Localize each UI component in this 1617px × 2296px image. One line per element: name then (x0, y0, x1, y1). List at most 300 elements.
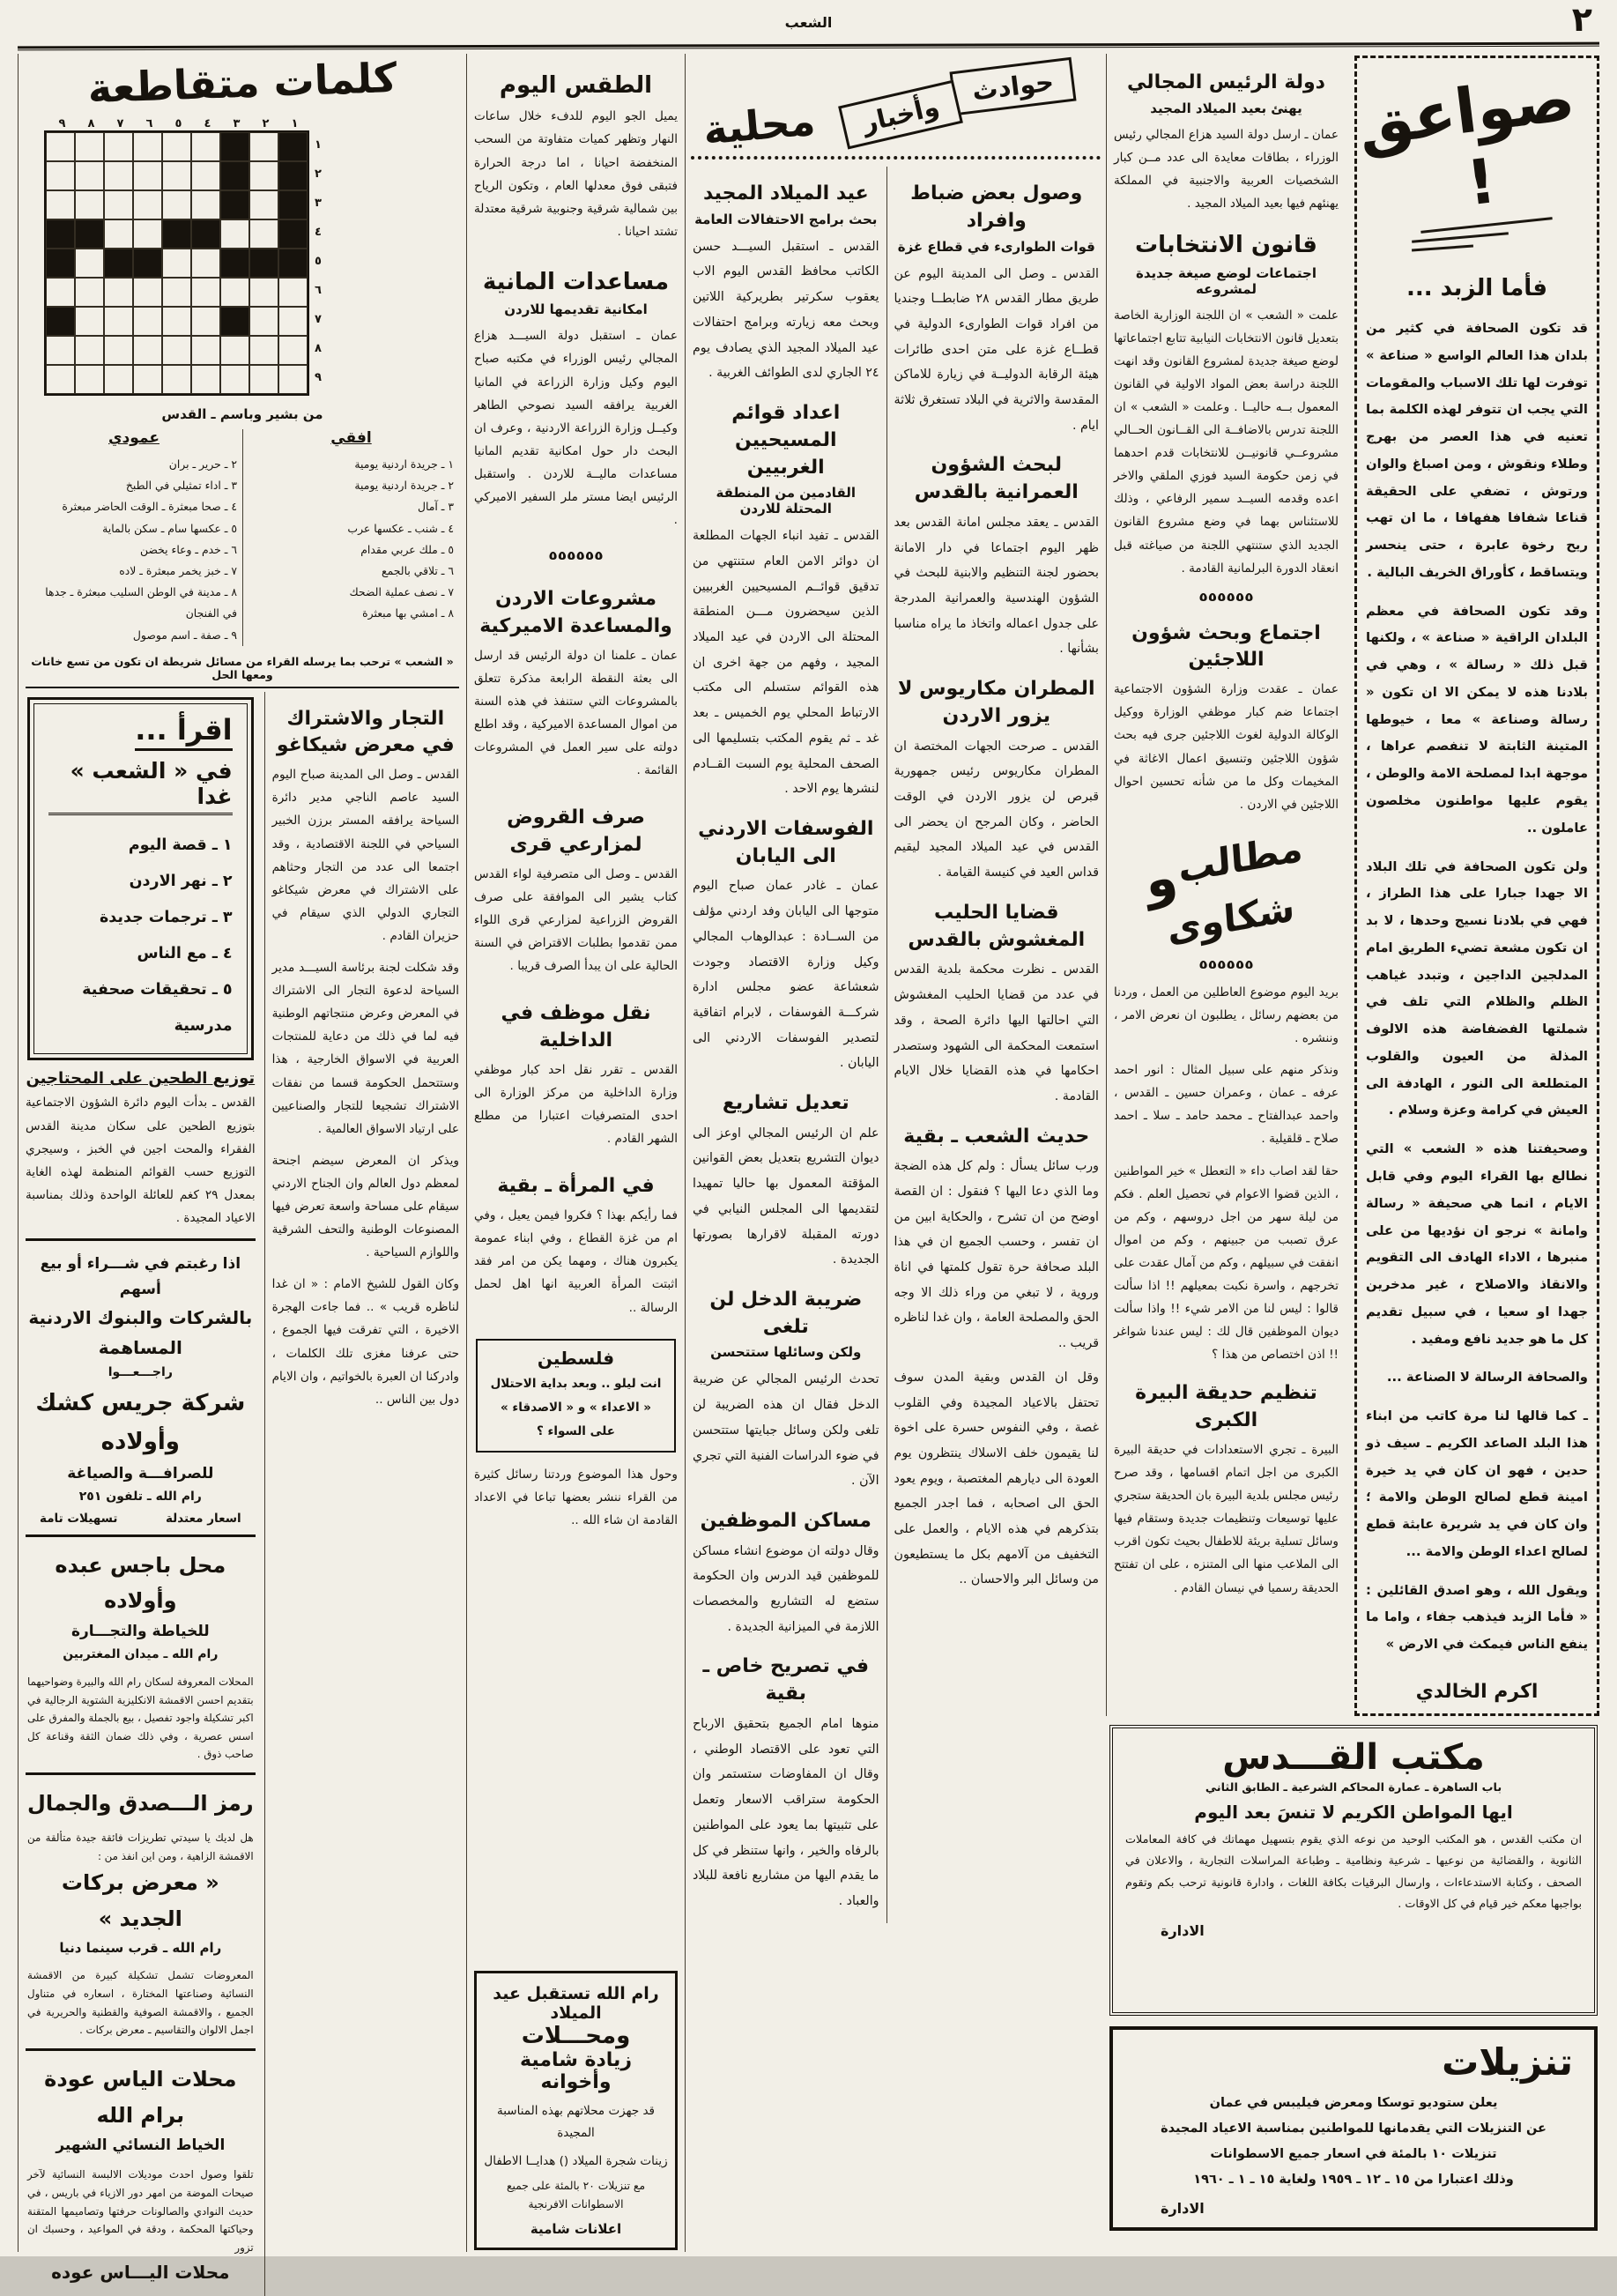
crossword-cell (191, 190, 220, 219)
matalib-calligraphy (1107, 819, 1346, 960)
ad-body: تلقوا وصول احدث موديلات الالبسة النسائية لآخر صيحات الموضة من امهر دور الازياء في باريس ، في حديث النوادي والصالونات حرفتها وتصاميمها المتقنة وحياكتها المحكمة ، ودقة في المواعيد ، وحسبك ان تزور (27, 2168, 254, 2254)
crossword-row-number: ٨ (315, 342, 322, 355)
ad-body: هل لديك يا سيدتي تطريزات فائقة جيدة متألقة من الاقمشة الزاهية ، ومن اين انفذ من : (27, 1831, 254, 1862)
clue-item: ٣ ـ اداء تمثيلي في الطبخ (125, 479, 237, 493)
article-headline: قانون الانتخابات (1135, 232, 1317, 259)
crossword-cell (133, 190, 162, 219)
ribbon-word-akhbar: وأخبار (838, 80, 963, 150)
article-body: القدس ـ وصل الى متصرفية لواء القدس كتاب يشير الى الموافقة على صرف القروض الزراعية لمزارعي قرى اللواء ممن تقدموا بطلبات الاقتراض في السنة الحالية على ان يبدأ الصرف قريبا . (474, 866, 678, 974)
article-headline: في تصريح خاص ـ بقية (702, 1655, 870, 1705)
crossword-cell (249, 365, 278, 394)
crossword-cell (46, 249, 75, 278)
crossword-cell (133, 219, 162, 249)
tanzilat-ad (1109, 2026, 1598, 2231)
sawaiq-paragraph: ـ كما قالها لنا مرة كاتب من ابناء هذا البلد الصاعد الكريم ـ سيف ذو حدين ، فهو ان كان في يد خيرة امينة قطع لصالح الوطن والامة ؛ وان كان في يد شريرة عابثة قطع لصالح اعداء الوطن والامة ... (1366, 1408, 1588, 1559)
ramallah-ad-line: ومحـــلات (521, 2023, 631, 2050)
paper-name: الشعب (784, 14, 833, 31)
crossword-cell (46, 161, 75, 190)
crossword-cell (220, 278, 249, 307)
crossword-cell (191, 278, 220, 307)
crossword-cell (220, 336, 249, 365)
crossword-clues (26, 429, 459, 646)
clue-item: ٦ ـ تلاقي بالجمع (382, 563, 454, 577)
sawaiq-signature: اكرم الخالدي (1415, 1680, 1539, 1703)
stroke-line (1412, 245, 1473, 252)
article-subhead: ولكن وسائلها ستتحسن (710, 1344, 862, 1361)
crossword-cell (46, 365, 75, 394)
crossword-column-number: ٩ (58, 117, 66, 130)
article-headline: وصول بعض ضباط وافراد (910, 182, 1083, 232)
local-news-region (685, 54, 1106, 2252)
quds-office-title: مكتب القـــدس (1222, 1736, 1485, 1778)
crossword-cell (46, 190, 75, 219)
article-body: عمان ـ عقدت وزارة الشؤون الاجتماعية اجتماعا ضم كبار موظفي الوزارة ووكيل الوكالة الدولية لغوث اللاجئين جرى فيه بحث شؤون اللاجئين وتنسيق اعمال الاغاثة في المخيمات وكل ما من شأنه تحسين احوال اللاجئين في الاردن . (1114, 682, 1339, 812)
ad-location: رام الله ـ قرب سينما دنيا (59, 1939, 222, 1956)
crossword-column-number: ٨ (87, 117, 95, 130)
crossword-across (242, 429, 459, 646)
crossword-note: « الشعب » ترحب بما يرسله القراء من مسائل شريطة ان تكون من تسع خانات ومعها الحل (31, 654, 454, 681)
ad-line: بالشركات والبنوك الاردنية المساهمة (28, 1306, 253, 1358)
article-pm-greetings (1114, 70, 1339, 215)
crossword-cell (104, 365, 133, 394)
sawaiq-paragraphs (1366, 316, 1588, 1670)
crossword-cell (249, 278, 278, 307)
sawaiq-paragraph: ويقول الله ، وهو اصدق القائلين : « فأما الزبد فيذهب جفاء ، واما ما ينفع الناس فيمكث في الارض » (1366, 1582, 1588, 1653)
crossword-side-numbers (309, 130, 327, 396)
crossword-cell (46, 278, 75, 307)
clue-item: ٢ ـ حرير ـ بران (168, 457, 237, 471)
quds-office-ad (1109, 1725, 1598, 2016)
down-title: عمودي (108, 429, 159, 447)
article-headline: مساكن الموظفين (700, 1509, 872, 1532)
crossword-cell (278, 365, 308, 394)
article-body: تحدث الرئيس المجالي عن ضريبة الدخل فقال ان هذه الضريبة لن تلغى ولكن وسائل جبايتها ستتحسن في ضوء الدراسات الفنية التي تجري الآن . (693, 1372, 879, 1489)
crossword-byline: من بشير وباسم ـ القدس (161, 406, 323, 422)
crossword-cell (133, 132, 162, 161)
article-headline: دولة الرئيس المجالي (1127, 71, 1325, 93)
article-body: القدس ـ صرحت الجهات المختصة ان المطران مكاريوس رئيس جمهورية قبرص لن يزور الاردن في الوقت الحاضر ، وكان المرجح ان يحضر الى القدس في عيد الميلاد المجيد ليقيم قداس العيد في كنيسة القيامة . (894, 739, 1099, 881)
clue-item: ٤ ـ شنب ـ عكسها عرب (347, 521, 454, 535)
crossword-column-number: ٧ (116, 117, 124, 130)
iqra-item: ٤ ـ مع الناس (137, 945, 233, 963)
ad-body: المعروضات تشمل تشكيلة كبيرة من الاقمشة النسائية وصناعتها المختارة ، اسعاره في متناول الجميع ، والاقمشة الصوفية والقطنية والحريرية في اجمل الالوان والتقاسيم ـ معرض بركات . (27, 1969, 254, 2037)
crossword-cell (104, 219, 133, 249)
article-body: فما رأيكم بهذا ؟ فكروا فيمن يعيل ، وفي ام من غزة القطاع ، وفي ابناء عمومة يكبرون هناك ، ومهما يكن من امر فقد اثبتت المرأة العربية انها اهل لحمل الرسالة .. (474, 1208, 678, 1315)
crossword-cell (75, 132, 104, 161)
crossword-cell (249, 336, 278, 365)
ad-footer-pair (27, 1508, 254, 1526)
stroke-line (1420, 217, 1552, 234)
clue-item: ٧ ـ نصف عملية الضحك (349, 585, 454, 599)
ramallah-ad-line: رام الله تستقبل عيد الميلاد (493, 1984, 659, 2024)
chicago-paragraphs (272, 763, 459, 1411)
local-news-ribbon (691, 56, 1101, 160)
iqra-subtitle: في « الشعب » غدا (48, 758, 233, 815)
ad-line: اذا رغبتم في شـــراء أو بيع أسهم (40, 1255, 241, 1298)
article-subhead: امكانية تقديمها للاردن (504, 301, 648, 318)
crossword-cell (249, 190, 278, 219)
article-legislation-amendment (693, 1090, 879, 1273)
crossword-cell (220, 132, 249, 161)
crossword-cell (191, 132, 220, 161)
article-farm-loans (474, 791, 678, 986)
crossword-cell (249, 161, 278, 190)
ad-company-name: محلات الياس عودة برام الله (44, 2066, 237, 2128)
crossword-cell (191, 219, 220, 249)
article-weather (474, 56, 678, 252)
article-body: القدس ـ نظرت محكمة بلدية القدس في عدد من قضايا الحليب المغشوش التي احالتها اليها دائرة الصحة ، وقد استمعت المحكمة الى الشهود وستصدر احكامها في هذه القضايا خلال الايام القادمة . (894, 962, 1099, 1103)
iqra-item: ٥ ـ تحقيقات صحفية مدرسية (82, 981, 233, 1036)
article-headline: التجار والاشتراك في معرض شيكاغو (276, 707, 455, 757)
column-local-1 (886, 167, 1106, 1923)
ad-body: المحلات المعروفة لسكان رام الله والبيرة وضواحيهما بتقديم احسن الاقمشة الانكليزية الشتوية الرجالية في اكبر تشكيلة واجود تفصيل ، بيع بالجملة والمفرق على اسس عصرية ، وفي ذلك ضمان الثقة وقناعة كل صاحب ذوق . (27, 1675, 254, 1761)
crossword-cell (220, 365, 249, 394)
quds-office-greeting: ايها المواطن الكريم لا تنسَ بعد اليوم (1194, 1801, 1513, 1823)
clue-item: ٨ ـ مدينة في الوطن السليب مبعثرة ـ جدها في الفنجان (45, 585, 237, 620)
article-headline: تنظيم حديقة البيرة الكبرى (1135, 1382, 1317, 1432)
crossword-cell (104, 336, 133, 365)
tanzilat-line: تنزيلات ١٠ بالمئة في اسعار جميع الاسطوانات (1210, 2146, 1497, 2161)
article-body: وكان القول للشيخ الامام : « ان غدا لناظره قريب » .. فما جاءت الهجرة الاخيرة ، التي تفرقت فيها الجموع ، حتى عرفنا مغزى تلك الكلمات ، وادركنا ان العبرة بالخواتيم ، وان الايام دول بين الناس .. (271, 1277, 459, 1407)
page-columns (0, 48, 1617, 2283)
ramallah-ad-body: زينات شجرة الميلاد () هدايــا الاطفال (484, 2153, 668, 2168)
crossword-cell (278, 278, 308, 307)
article-phosphate-japan (693, 816, 879, 1076)
crossword-cell (191, 307, 220, 336)
stroke-line (1412, 232, 1509, 243)
crossword-cell (162, 161, 191, 190)
tanzilat-line: وذلك اعتبارا من ١٥ ـ ١٢ ـ ١٩٥٩ ولغاية ١٥ ـ ١ ـ ١٩٦٠ (1193, 2172, 1514, 2187)
sawaiq-paragraph: قد تكون الصحافة في كثير من بلدان هذا العالم الواسع « صناعة » توفرت لها تلك الاسباب والمقومات التي يجب ان تتوفر لهذه الكلمة بما تعنيه في هذا العصر من بهرج وطلاء ونقوش ، ومن اصباغ والوان ورتوش ، تضفي على الحقيقة قناعا شفافا هفهافا ، ما ان تهب ريح رخوة عابرة ، حتى ينحسر ويتساقط ، كأوراق الخريف البالية . (1366, 321, 1588, 580)
letter-paragraph: حقا لقد اصاب داء « التعطل » خير المواطنين ، الذين قضوا الاعوام في تحصيل العلم . فكم من ليلة سهر من اجل دروسهم ، وكم من عرق تصبب من جبينهم ، وكم من اموال انفقت في سبيلهم ، وكم من آمال عقدت على تخرجهم ، واسرة نكبت بمعيلهم !! اذا سألت قالوا : ليس لنا من الامر شيء !! واذا سألت ديوان الموظفين قال لك : ليس عندنا شواغر !! اذن اختصاص من هذا ؟ (1114, 1163, 1339, 1363)
crossword-cell (75, 249, 104, 278)
clue-item: ٥ ـ ملك عربي مقدام (360, 542, 454, 556)
crossword-cell (133, 336, 162, 365)
ad-company-name: « معرض بركات الجديد » (61, 1870, 219, 1931)
article-body: القدس ـ يعقد مجلس امانة القدس بعد ظهر اليوم اجتماعا في دار الامانة بحضور لجنة التنظيم والابنية للبحث في الشؤون الهندسية والعمرانية المدرجة على جدول اعماله واتخاذ ما يراه مناسبا بشأنها . (894, 516, 1099, 657)
iqra-inner (33, 703, 248, 1055)
article-headline: حديث الشعب ـ بقية (903, 1125, 1090, 1148)
article-christians-lists (693, 400, 879, 802)
article-body: عمان ـ غادر عمان صباح اليوم متوجها الى اليابان وفد اردني مؤلف من الســادة : عبدالوهاب المجالي وكيل وزارة الاقتصاد وجودت شعشاعة عضو مجلس ادارة شركـــة الفوسفات ، لابرام اتفاقية لتصدير الفوسفات الاردني الى اليابان . (693, 879, 879, 1071)
article-body: ورب سائل يسأل : ولم كل هذه الضجة وما الذي دعا اليها ؟ فنقول : ان القصة اوضح من ان تشرح ، والحكاية ابين من ان تفسر ، وحسب الجميع ان في هذا البلد صحافة حرة تقول كلمتها في اناة وروية ، لا تبغي من وراء ذلك الا وجه الحق والمصلحة العامة ، وان غدا لناظره قريب .. (894, 1159, 1099, 1351)
ad-signature: محلات اليـــاس عوده (51, 2261, 230, 2283)
article-special-statement (693, 1653, 879, 1913)
article-body: القدس ـ تقرر نقل احد كبار موظفي وزارة الداخلية من مركز الوزارة الى احدى المتصرفيات اعتبارا من مطلع الشهر القادم . (474, 1063, 678, 1147)
right-region (1106, 54, 1601, 2252)
article-income-tax (693, 1287, 879, 1494)
left-strip (26, 692, 264, 2296)
crossword-cell (249, 249, 278, 278)
crossword-cell (278, 132, 308, 161)
crossword-cell (249, 132, 278, 161)
clue-item: ٦ ـ خدم ـ وعاء يخضن (139, 542, 237, 556)
crossword-cell (75, 219, 104, 249)
crossword-cell (75, 365, 104, 394)
article-headline: لبحث الشؤون العمرانية بالقدس (914, 454, 1079, 504)
crossword-row-number: ٣ (315, 197, 322, 210)
article-us-aid-projects (474, 572, 678, 791)
article-body: ويذكر ان المعرض سيضم اجنحة لمعظم دول العالم وان الجناح الاردني سيقام على مساحة واسعة تعرض فيها المصنوعات الوطنية والتحف الشرقية واللوازم السياحية . (271, 1153, 459, 1260)
weather-headline: الطقس اليوم (499, 72, 653, 99)
article-bireh-park (1114, 1380, 1339, 1599)
crossword-cell (162, 278, 191, 307)
quds-office-address: باب الساهرة ـ عمارة المحاكم الشرعية ـ الطابق الثاني (1205, 1780, 1502, 1794)
tanzilat-title: تنزيلات (1442, 2040, 1573, 2084)
crossword-cell (46, 307, 75, 336)
article-headline: تعديل تشاريع (722, 1091, 849, 1114)
clue-item: ٨ ـ امشي بها مبعثرة (362, 606, 454, 620)
article-headline: مشروعات الاردن والمساعدة الاميركية (479, 588, 672, 637)
ad-kishik (26, 1238, 256, 1534)
crossword-cell (75, 336, 104, 365)
crossword-row-number: ٢ (315, 167, 322, 181)
article-interior-transfer (474, 986, 678, 1159)
weather-body: يميل الجو اليوم للدفء خلال ساعات النهار وتظهر كميات متفاوتة من السحب المنخفضة احيانا ، اما درجة الحرارة فتبقى فوق معدلها العام ، وتكون الرياح بين شمالية شرقية وجنوبية شرقية معتدلة تشتد احيانا . (474, 109, 678, 239)
crossword-column-number: ١ (291, 117, 299, 130)
page-number: ٢ (1571, 0, 1592, 39)
right-top-row (1106, 54, 1601, 1716)
article-refugees-meeting (1114, 620, 1339, 816)
across-clues (248, 454, 454, 625)
crossword-cell (191, 336, 220, 365)
flour-headline: توزيع الطحين على المحتاجين (26, 1069, 256, 1089)
crossword-cell (162, 219, 191, 249)
sawaiq-subtitle: فأما الزبد ... (1406, 275, 1547, 301)
crossword-cell (191, 249, 220, 278)
quds-office-signature: الادارة (1161, 1922, 1205, 1940)
article-headline: الفوسفات الاردني الى اليابان (698, 817, 874, 867)
clue-item: ٣ ـ آمال (417, 500, 454, 514)
ramallah-christmas-ad (474, 1971, 678, 2250)
article-urban-affairs (894, 452, 1099, 662)
crossword-cell (75, 278, 104, 307)
crossword-cell (278, 190, 308, 219)
crossword-cell (75, 161, 104, 190)
clue-item: ٢ ـ جريدة اردنية يومية (354, 479, 454, 493)
crossword-cell (278, 161, 308, 190)
ornament-separator: ٥٥٥٥٥٥ (1198, 957, 1254, 972)
clue-item: ٥ ـ عكسها سام ـ سكن بالماية (102, 521, 237, 535)
crossword-down (26, 429, 242, 646)
letter-paragraph: بريد اليوم موضوع العاطلين من العمل ، وردنا من بعضهم رسائل ، يطلبون ان نعرض الامر ، وننشره . (1114, 985, 1339, 1046)
ad-company-name: محل باجس عبده وأولاده (55, 1552, 226, 1614)
crossword-cell (104, 132, 133, 161)
down-clues (31, 454, 237, 646)
ad-line: للخياطة والتجـــارة (70, 1623, 210, 1641)
sawaiq-paragraph: وقد تكون الصحافة في معظم البلدان الراقية « صناعة » ، ولكنها قبل ذلك « رسالة » ، وهي في بلادنا هذه لا يمكن الا ان تكون « رسالة وصناعة » معا ، خيوطها المتينة الثابتة لا تنفصم عراها ، موجهة ابدا لمصلحة الامة والوطن ، يقوم عليها مواطنون مخلصون عاملون .. (1366, 603, 1588, 836)
matalib-letters (1114, 981, 1339, 1367)
column-weather-aid (466, 54, 685, 2252)
local-news-columns (686, 167, 1106, 1923)
ad-line: راجـــعـــوا (108, 1364, 173, 1379)
sawaiq-box (1354, 56, 1599, 1716)
iqra-promo-box (27, 697, 254, 1061)
sawaiq-paragraph: وصحيفتنا هذه « الشعب » التي نطالع بها القراء اليوم وفي قابل الايام ، انما هي صحيفة « رسالة وامانة » نرجو ان نؤديها من على منبرها ، الاداء الهادف الى التقويم والانقاذ والاصلاح ، غير مدخرين جهدا او سعيا ، في سبيل تقديم كل ما هو جديد نافع ومفيد . (1366, 1141, 1588, 1347)
minibox-line: على السواء ؟ (536, 1423, 616, 1438)
crossword-cell (220, 307, 249, 336)
across-title: افقي (330, 429, 372, 447)
left-lower-row (26, 687, 459, 2296)
sawaiq-underline-strokes (1366, 219, 1588, 254)
article-christmas (693, 181, 879, 386)
article-headline: اجتماع وبحث شؤون اللاجئين (1131, 621, 1321, 672)
column-extra-note: وحول هذا الموضوع وردتنا رسائل كثيرة من القراء ننشر بعضها تباعا في الاعداد القادمة ان شاء الله .. (474, 1467, 678, 1527)
ad-slogan: رمز الـــصدق والجمال (27, 1791, 254, 1817)
crossword-cell (162, 249, 191, 278)
crossword-column-number: ٣ (233, 117, 241, 130)
article-subhead: بحث برامج الاحتفالات العامة (694, 211, 878, 227)
crossword-cell (75, 307, 104, 336)
sawaiq-paragraph: ولن تكون الصحافة في تلك البلاد الا جهدا جبارا على هذا الطراز ، فهي في بلادنا نسيج وحدها ، لا بد ان تكون مشعة تضيء الطريق امام المدلجين الداجين ، وتبدد غياهب الظلم والظلام التي تلف في شملتها الفضفاضة هذه الالوف المذلة من العيون والقلوب المتطلعة الى النور ، الهادفة الى العيش في كرامة وعزة وسلام . (1366, 858, 1588, 1118)
iqra-title: اقرأ ... (135, 713, 232, 751)
ad-phone: رام الله ـ تلفون ٢٥١ (78, 1489, 202, 1504)
crossword-cell (133, 365, 162, 394)
crossword-cell (75, 190, 104, 219)
crossword-cell (133, 249, 162, 278)
article-body: وقال دولته ان موضوع انشاء مساكن للموظفين قيد الدرس وان الحكومة ستضع له التشاريع والمخصصات اللازمة في الميزانية الجديدة . (693, 1543, 879, 1634)
ribbon-word-hawadith: حوادث (949, 57, 1076, 116)
crossword-cell (162, 132, 191, 161)
sawaiq-paragraph: والصحافة الرسالة لا الصناعة ... (1386, 1370, 1588, 1386)
article-adulterated-milk (894, 900, 1099, 1110)
page-header (0, 0, 1617, 44)
crossword (44, 117, 327, 396)
article-headline: في المرأة ـ بقية (497, 1175, 655, 1198)
article-subhead: القادمين من المنطقة المحتلة للاردن (716, 485, 857, 517)
minibox-title: فلسطين (537, 1347, 615, 1369)
iqra-item: ١ ـ قصة اليوم (128, 836, 233, 854)
crossword-cell (162, 336, 191, 365)
ornament-separator: ٥٥٥٥٥٥ (548, 549, 604, 564)
ad-odeh (26, 2048, 256, 2296)
article-headline: ضريبة الدخل لن تلغى (709, 1288, 863, 1338)
article-body: القدس ـ وصل الى المدينة اليوم عن طريق مطار القدس ٢٨ ضابطــا وجنديا من افراد قوات الطوارىء الدولية في قطــاع غزة على متن احدى طائرات هيئة الرقابة الدوليــة في زيارة للاماكن المقدسة والاثرية في البلاد تستغرق ثلاثة ايام . (894, 266, 1099, 433)
iqra-item: ٢ ـ نهر الاردن (129, 872, 233, 890)
tanzilat-line: يعلن ستوديو توسكا ومعرض فيليبس في عمان (1209, 2095, 1498, 2110)
clue-item: ٧ ـ خبز يخمر مبعثرة ـ لاده (119, 563, 237, 577)
crossword-row-number: ١ (315, 138, 322, 152)
article-subhead: اجتماعات لوضع صيغة جديدة لمشروعه (1136, 264, 1317, 297)
ad-line: الخياط النسائي الشهير (56, 2136, 226, 2155)
ribbon-word-mahalliya: محلية (701, 96, 818, 154)
crossword-cell (162, 365, 191, 394)
crossword-cell (249, 307, 278, 336)
article-headline: نقل موظف في الداخلية (501, 1002, 651, 1052)
ad-company-name: شركة جريس كشك وأولاده (35, 1389, 246, 1455)
crossword-cell (133, 278, 162, 307)
ad-bajis (26, 1534, 256, 1772)
crossword-row-number: ٧ (315, 313, 322, 326)
article-german-aid (474, 252, 678, 540)
palestine-minibox (476, 1339, 676, 1453)
left-region (18, 53, 466, 2283)
minibox-lines (483, 1372, 669, 1444)
article-election-law (1114, 229, 1339, 580)
article-body: منوها امام الجميع بتحقيق الارباح التي تعود على الاقتصاد الوطني ، وقال ان المفاوضات ستستمر وان الحكومة ستراقب الاسعار وتعمل على تثبيتها بما يعود على المواطنين بالرفاه والخير ، وانها ستنظر في كل ما يقدم اليها من مشاريع نافعة للبلاد والعباد . (693, 1717, 879, 1908)
crossword-row-number: ٩ (315, 371, 322, 384)
tanzilat-line: عن التنزيلات التي يقدمانها للمواطنين بمناسبة الاعياد المجيدة (1161, 2121, 1547, 2136)
crossword-cell (46, 219, 75, 249)
crossword-cell (220, 219, 249, 249)
ramallah-ad-signature: اعلانات شامية (530, 2221, 622, 2237)
iqra-items (48, 828, 233, 1045)
column-sawaiq (1347, 54, 1601, 1716)
ad-location: رام الله ـ ميدان المغتربين (63, 1647, 219, 1662)
crossword-row-number: ٦ (315, 284, 322, 297)
article-body: عمان ـ استقبل دولة السيـــد هزاع المجالي رئيس الوزراء في مكتبه صباح اليوم وكيل وزارة الزراعة في المانيا الغربية يرافقه السيد نصوحي الطاهر وكيــل وزارة الزراعة الاردنية ، وعرف ان البحث دار حول امكانية تقديم المانيا مساعدات ماليــة للاردن . واستقبل الرئيس ايضا مستر ملر السفير الاميركي . (474, 329, 678, 528)
article-body-continued: وقل ان القدس وبقية المدن سوف تحتفل بالاعياد المجيدة وفي القلوب غصة ، وفي النفوس حسرة على اخوة لنا يقيمون خلف الاسلاك ينتظرون يوم العودة الى ديارهم المغتصبة ، ويوم يعود الحق الى اصحابه ، فما اجدر الجميع بتذكرهم في هذه الايام ، والعمل على التخفيف من آلامهم بكل ما يستطيعون من وسائل البر والاحسان .. (894, 1370, 1099, 1587)
crossword-cell (249, 219, 278, 249)
crossword-top-numbers (44, 117, 309, 130)
article-officers-arrival (894, 181, 1099, 438)
crossword-cell (104, 249, 133, 278)
clue-item: ١ ـ جريدة اردنية يومية (354, 457, 454, 471)
letter-paragraph: ونذكر منهم على سبيل المثال : انور احمد عرفه ـ عمان ، وعمران حسين ـ القدس ، واحمد عبدالفتاح ـ محمد حامد ـ سلا ـ احمد صلاح ـ قلقيلية . (1114, 1063, 1339, 1147)
quds-office-body: ان مكتب القدس ، هو المكتب الوحيد من نوعه الذي يقوم بتسهيل مهماتك في كافة المعاملات الثانوية ، والقضائية من نوعيها ـ شرعية ونظامية ـ وطباعة المراسلات التجارية ، والاعلان في الصحف ، وكتابة الاستدعاءات ، وارسال البرقيات بكافة اللغات ، وادارة قانونية ترحب بكم وتقوم بواجبها معكم خير قيام في كل الاوقات . (1125, 1832, 1582, 1911)
matalib-word-2: شكاوى (1166, 885, 1297, 952)
crossword-cell (133, 307, 162, 336)
iqra-item: ٣ ـ ترجمات جديدة (99, 908, 233, 926)
crossword-column-number: ٢ (262, 117, 270, 130)
crossword-cell (133, 161, 162, 190)
crossword-cell (104, 161, 133, 190)
ad-note: تسهيلات تامة (40, 1511, 118, 1526)
article-body: البيرة ـ تجري الاستعدادات في حديقة البيرة الكبرى من اجل اتمام اقسامها ، وقد صرح رئيس مجلس بلدية البيرة بان الحديقة ستجري عليها توسيعات وتنظيمات جديدة وستقام فيها وسائل تسلية بريئة للاطفال بحيث تكون اقرب الى الملاعب منها الى المتنزه ، على ان تفتتح الحديقة رسميا في نيسان القادم . (1114, 1442, 1339, 1595)
article-employee-housing (693, 1508, 879, 1640)
crossword-cell (220, 249, 249, 278)
matalib-waw: و (1139, 846, 1182, 911)
article-body: القدس ـ وصل الى المدينة صباح اليوم السيد عاصم الناجي مدير دائرة السياحة يرافقه المستر برزن الخبير السياحي في اللجنة الاقتصادية ، وقد اجتمعا الى عدد من التجار وحثاهم على الاشتراك في معرض شيكاغو التجاري الدولي الذي سيقام في حزيران القادم . (271, 768, 459, 943)
crossword-title: كلمات متقاطعة (86, 53, 398, 113)
ad-line: للصرافـــة والصياغة (67, 1464, 214, 1482)
tanzilat-signature: الادارة (1161, 2199, 1205, 2217)
crossword-cell (191, 365, 220, 394)
crossword-cell (104, 190, 133, 219)
column-politics (1106, 54, 1347, 1716)
matalib-word-1: مطالب (1176, 826, 1304, 891)
clue-item: ٩ ـ صفة ـ اسم موصول (132, 628, 237, 642)
crossword-cell (162, 307, 191, 336)
article-headline: صرف القروض لمزارعي قرى (507, 806, 645, 857)
ornament-separator: ٥٥٥٥٥٥ (1198, 590, 1254, 605)
crossword-cell (162, 190, 191, 219)
ramallah-ad-note: مع تنزيلات ٢٠ بالمئة على جميع الاسطوانات الافرنجية (506, 2180, 646, 2211)
article-headline: مساعدات المانية (482, 268, 670, 295)
article-body: القدس ـ استقبل السيـــد حسن الكاتب محافظ القدس اليوم الاب يعقوب سكرتير بطريركية اللاتين وبحث معه زيارته وبرامج احتفالات عيد الميلاد المجيد الذي يصادف يوم ٢٤ الجاري لدى الطوائف الغربية . (693, 239, 879, 381)
crossword-column-number: ٦ (145, 117, 153, 130)
article-makarios (894, 676, 1099, 886)
chicago-article (264, 692, 459, 2296)
ad-barakat (26, 1772, 256, 2048)
crossword-cell (278, 336, 308, 365)
article-subhead: يهنئ بعيد الميلاد المجيد (1150, 100, 1302, 116)
column-local-2 (686, 167, 886, 1923)
article-headline: قضايا الحليب المغشوش بالقدس (908, 901, 1086, 951)
crossword-row-number: ٤ (315, 226, 322, 239)
article-body: علم ان الرئيس المجالي اوعز الى ديوان التشريع بتعديل بعض القوانين المؤقتة المعمول بها حاليا تمهيدا لتقديمها الى المجلس النيابي في دورته المقبلة لاقرارها بصورتها الجديدة . (693, 1126, 879, 1267)
crossword-cell (220, 161, 249, 190)
article-headline: عيد الميلاد المجيد (702, 182, 869, 204)
crossword-column-number: ٤ (204, 117, 211, 130)
article-subhead: قوات الطوارىء في قطاع غزة (897, 238, 1095, 255)
crossword-cell (46, 336, 75, 365)
article-body: وقد شكلت لجنة برئاسة السيـــد مدير السياحة لدعوة التجار الى الاشتراك في المعرض وعرض منتجاتهم الوطنية فيه لما في ذلك من دعاية للمنتجات العربية في الاسواق الخارجية ، هذا وستتحمل الحكومة قسما من نفقات الاشتراك تشجيعا للتجار والصناعيين على ارتياد الاسواق العالمية . (271, 961, 459, 1136)
article-hadith-alshaab (894, 1124, 1099, 1593)
article-body: عمان ـ ارسل دولة السيد هزاع المجالي رئيس الوزراء ، بطاقات معايدة الى عدد مــن كبار الشخصيات العربية والاجنبية في المملكة يهنئهم فيها بعيد الميلاد المجيد . (1114, 127, 1339, 212)
crossword-cell (104, 307, 133, 336)
clue-item: ٤ ـ صحا مبعثرة ـ الوقت الحاضر مبعثرة (62, 500, 237, 514)
